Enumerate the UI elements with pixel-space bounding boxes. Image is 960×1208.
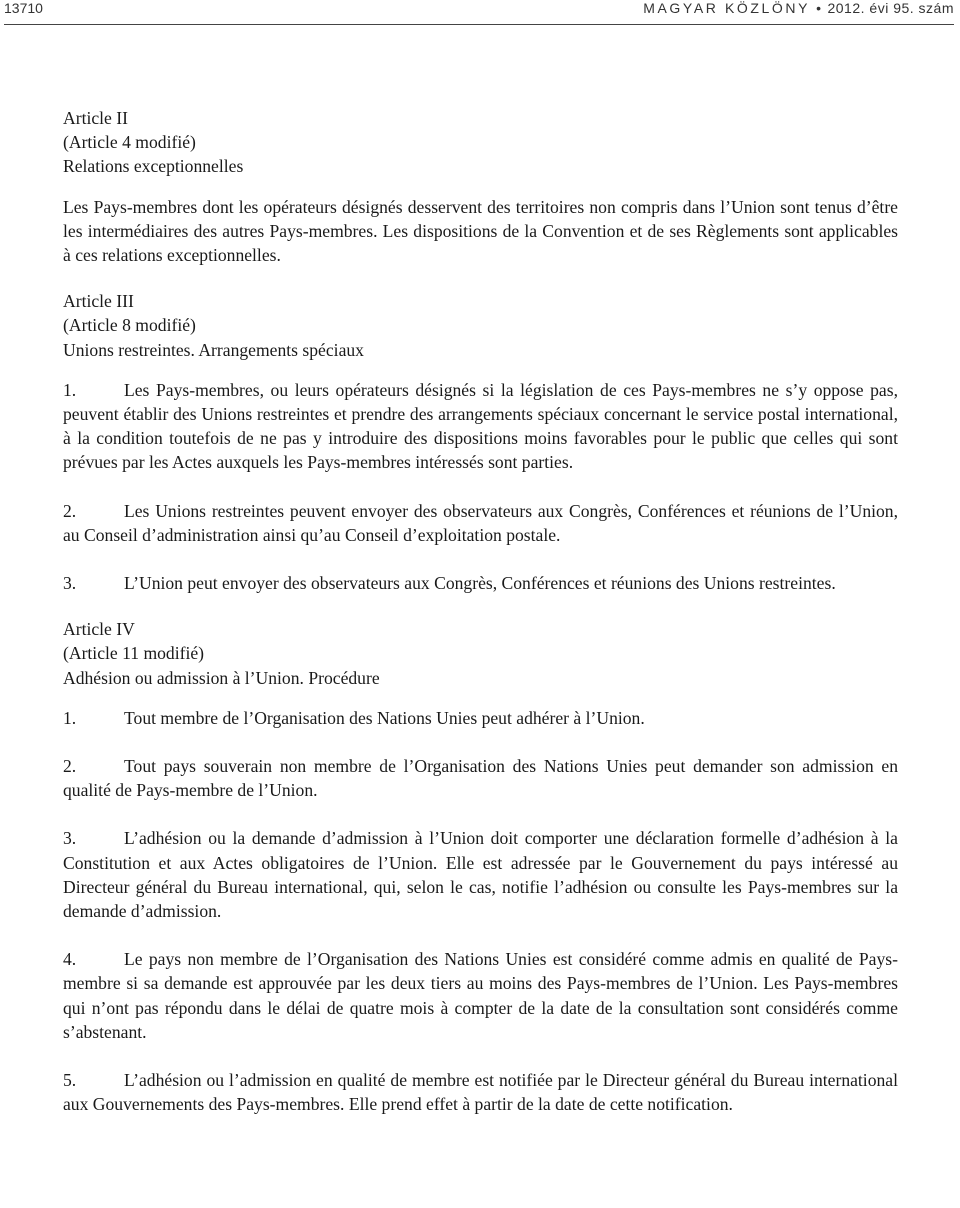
publication-info [643, 0, 954, 16]
paragraph-number: 3. [63, 828, 77, 849]
page-number: 13710 [4, 0, 43, 16]
paragraph-number: 1. [63, 379, 77, 400]
article-heading [63, 106, 898, 179]
article-paragraph [63, 378, 898, 475]
article-paragraph [63, 195, 898, 268]
article-paragraph [63, 499, 898, 547]
publication-name: MAGYAR KÖZLÖNY [643, 0, 811, 16]
article-paragraph [63, 1068, 898, 1116]
article-section-heading: Adhésion ou admission à l’Union. Procédure [63, 667, 380, 688]
paragraph-text: Tout pays souverain non membre de l’Organisation des Nations Unies peut demander son admission en qualité de Pays-membre de l’Union. [63, 756, 898, 801]
article-section-heading: Unions restreintes. Arrangements spéciaux [63, 339, 364, 360]
article-subtitle: (Article 8 modifié) [63, 315, 196, 336]
article-title: Article II [63, 108, 128, 128]
paragraph-number: 5. [63, 1070, 77, 1091]
paragraph-number: 2. [63, 500, 77, 521]
article-subtitle: (Article 4 modifié) [63, 132, 196, 153]
article-title: Article III [63, 291, 134, 312]
article-paragraph [63, 947, 898, 1044]
paragraph-text: Les Pays-membres, ou leurs opérateurs désignés si la législation de ces Pays-membres ne s’y oppose pas, peuvent établir des Unions restreintes et prendre des arrangements spéciaux concernant le service postal international, à la condition toutefois de ne pas y introduire des dispositions moins favorables pour le public que celles qui sont prévues par les Actes auxquels les Pays-membres intéressés sont parties. [63, 379, 898, 473]
article-subtitle: (Article 11 modifié) [63, 643, 205, 664]
paragraph-number: 2. [63, 756, 77, 777]
article-heading [63, 289, 898, 362]
article-title: Article IV [63, 619, 135, 640]
paragraph-number: 1. [63, 707, 77, 728]
article-heading [63, 617, 898, 690]
paragraph-text: Le pays non membre de l’Organisation des Nations Unies est considéré comme admis en qualité de Pays-membre si sa demande est approuvée par les deux tiers au moins des Pays-membres de l’Union. Les Pays-membres qui n’ont pas répondu dans le délai de quatre mois à compter de la date de la consultation sont considérés comme s’abstenant. [63, 949, 898, 1042]
paragraph-text: L’adhésion ou l’admission en qualité de membre est notifiée par le Directeur général du Bureau international aux Gouvernements des Pays-membres. Elle prend effet à partir de la date de cette notification. [63, 1070, 898, 1115]
page-header [4, 0, 954, 25]
paragraph-number: 4. [63, 949, 77, 970]
paragraph-text: Les Pays-membres dont les opérateurs désignés desservent des territoires non compris dans l’Union sont tenus d’être les intermédiaires des autres Pays-membres. Les dispositions de la Convention et de ses Règlements sont applicables à ces relations exceptionnelles. [63, 196, 898, 266]
article-section-heading: Relations exceptionnelles [63, 156, 244, 177]
paragraph-text: L’adhésion ou la demande d’admission à l’Union doit comporter une déclaration formelle d’adhésion à la Constitution et aux Actes obligatoires de l’Union. Elle est adressée par le Gouvernement du pays intéressé au Directeur général du Bureau international, qui, selon le cas, notifie l’adhésion ou consulte les Pays-membres sur la demande d’admission. [63, 828, 898, 922]
article-paragraph [63, 571, 898, 595]
paragraph-text: Les Unions restreintes peuvent envoyer des observateurs aux Congrès, Conférences et réunions de l’Union, au Conseil d’administration ainsi qu’au Conseil d’exploitation postale. [63, 500, 898, 545]
issue-label: 2012. évi 95. szám [827, 0, 954, 16]
article-paragraph [63, 826, 898, 923]
paragraph-text: L’Union peut envoyer des observateurs aux Congrès, Conférences et réunions des Unions restreintes. [124, 573, 836, 594]
paragraph-text: Tout membre de l’Organisation des Nations Unies peut adhérer à l’Union. [124, 707, 645, 728]
article-paragraph [63, 754, 898, 802]
paragraph-number: 3. [63, 573, 77, 594]
document-body [63, 106, 898, 1117]
bullet-separator: • [816, 0, 822, 16]
article-paragraph [63, 706, 898, 730]
